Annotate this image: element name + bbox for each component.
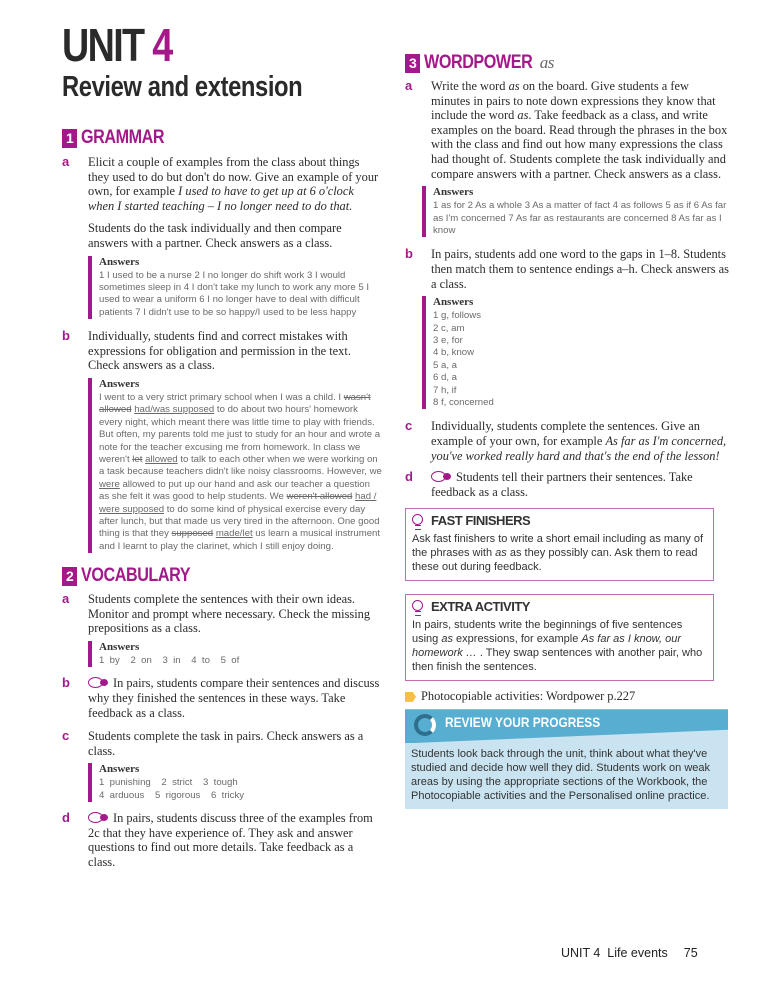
section-number: 3 <box>405 54 420 73</box>
box-example: As far as I know, our homework … <box>412 633 682 660</box>
unit-word: UNIT <box>62 19 144 71</box>
answer-item: 7 h, if <box>433 384 457 396</box>
struck-text: supposed <box>171 528 214 540</box>
speaking-icon <box>88 812 110 823</box>
answer-text: allowed to put up our hand and ask our teacher a question as she felt it was good to help students. We <box>99 478 370 503</box>
item-text: In pairs, students discuss three of the examples from 2c that they have experience of. They ask and answer questions to find out more details. Take feedback as a class. <box>88 811 373 869</box>
item-letter: d <box>405 469 413 485</box>
section-title: WORDPOWER <box>424 52 533 73</box>
correction-text: were <box>99 478 120 490</box>
item-text: Individually, students find and correct mistakes with expressions for obligation and permission in the text. Check answers as a class. <box>88 329 351 373</box>
item-word: as <box>517 108 529 123</box>
lightbulb-icon <box>412 600 424 615</box>
item-example: As far as I'm concerned, you've worked really hard and that's the end of the lesson! <box>431 434 727 463</box>
left-column <box>62 127 382 870</box>
correction-text: made/let <box>215 528 253 540</box>
lightbulb-icon <box>412 514 424 529</box>
speaking-icon <box>431 471 453 482</box>
section-title: GRAMMAR <box>81 127 165 148</box>
item-word: as <box>508 79 520 93</box>
item-text: In pairs, students compare their sentences and discuss why they finished the sentences in these ways. Take feedback as a class. <box>88 676 380 720</box>
answers-text: 1 I used to be a nurse 2 I no longer do shift work 3 I would sometimes sleep in 4 I don't take my lunch to work any more 5 I used to wear a uniform 6 I no longer have to deal with difficult patients 7 I didn't use to be so happy/I used to be less happy <box>99 269 370 318</box>
item-letter: a <box>405 78 413 93</box>
right-column <box>405 52 730 809</box>
unit-number: 4 <box>152 19 172 71</box>
section-wordpower-heading <box>405 52 730 74</box>
answers-line: 1 punishing 2 strict 3 tough <box>99 777 238 789</box>
item-letter: a <box>62 154 70 169</box>
vocabulary-item-c <box>62 729 382 758</box>
section-title: VOCABULARY <box>81 565 191 587</box>
unit-title <box>62 19 172 71</box>
section-number: 2 <box>62 567 77 586</box>
section-word: as <box>539 53 554 72</box>
struck-text: let <box>132 454 143 465</box>
tag-icon <box>405 692 416 702</box>
box-title: FAST FINISHERS <box>431 513 531 529</box>
footer-label: UNIT 4 Life events <box>561 946 668 960</box>
item-text: Students complete the task in pairs. Check answers as a class. <box>88 729 364 758</box>
review-progress-box <box>405 709 728 809</box>
wordpower-item-c <box>405 419 730 463</box>
answer-item: 1 g, follows <box>433 310 481 322</box>
page-subtitle: Review and extension <box>62 71 303 103</box>
item-example: I used to have to get up at 6 o'clock when I started teaching – I no longer need to do that. <box>88 184 354 213</box>
box-text: . They swap sentences with another pair, who then finish the sentences. <box>412 647 703 674</box>
vocabulary-c-answers <box>88 763 382 802</box>
answers-heading: Answers <box>99 641 140 654</box>
correction-text: had/was supposed <box>134 404 215 416</box>
extra-activity-box <box>405 594 714 681</box>
photocopiable-text: Photocopiable activities: Wordpower p.227 <box>421 689 636 704</box>
grammar-a-followup: Students do the task individually and then compare answers with a partner. Check answers as a class. <box>88 221 342 250</box>
item-text: Individually, students complete the sentences. Give an example of your own, for example <box>431 419 700 448</box>
vocabulary-item-a <box>62 592 382 636</box>
review-title: REVIEW YOUR PROGRESS <box>445 714 601 731</box>
item-letter: b <box>405 246 413 262</box>
wordpower-item-d <box>405 470 730 499</box>
item-letter: a <box>62 591 70 607</box>
page-footer <box>561 946 698 961</box>
answer-item: 3 e, for <box>433 334 463 346</box>
box-text: In pairs, students write the beginnings of five sentences using <box>412 619 683 646</box>
box-title: EXTRA ACTIVITY <box>431 599 530 615</box>
page-number: 75 <box>683 946 698 960</box>
item-letter: b <box>62 328 70 344</box>
wordpower-a-answers <box>422 186 730 237</box>
answers-heading: Answers <box>99 377 140 390</box>
answer-item: 4 b, know <box>433 347 475 359</box>
box-word: as <box>441 633 453 646</box>
item-text: Students tell their partners their sentences. Take feedback as a class. <box>431 470 693 499</box>
grammar-item-a <box>62 155 382 213</box>
answers-heading: Answers <box>433 186 474 199</box>
item-text: . Take feedback as a class, and write examples on the board. Read through the phrases in the box with the class and find out how many expressions the class had thought of. Students complete the task individually and compare answers with a partner. Check answers as a class. <box>431 108 728 181</box>
answers-heading: Answers <box>99 763 140 776</box>
item-text: In pairs, students add one word to the gaps in 1–8. Students then match them to sentence endings a–h. Check answers as a class. <box>431 247 729 291</box>
item-letter: c <box>405 418 413 434</box>
answers-text: 1 as for 2 As a whole 3 As a matter of fact 4 as follows 5 as if 6 As far as I'm concerned 7 As far as restaurants are concerned 8 As far as I know <box>433 200 727 236</box>
section-grammar-heading <box>62 127 382 149</box>
item-letter: b <box>62 675 70 691</box>
answer-text: to do about two hours' homework every night, which meant there was little time to play with friends. But often, my parents told me just to study for an hour and wrote a note for the teacher excusing me from homework. In class we weren't <box>99 404 381 465</box>
photocopiable-reference <box>405 689 730 704</box>
wordpower-b-answers <box>422 296 730 409</box>
corrected-text <box>99 392 382 553</box>
speaking-icon <box>88 677 110 688</box>
box-text: Ask fast finishers to write a short email including as many of the phrases with <box>412 533 704 560</box>
answer-text: to talk to each other when we were working on a task because teachers didn't like noisy classrooms. However, we <box>99 454 382 478</box>
box-word: as <box>495 547 507 560</box>
answer-text: I went to a very strict primary school when I was a child. I <box>99 391 344 403</box>
box-text: expressions, for example <box>452 633 582 646</box>
review-text: Students look back through the unit, think about what they've studied and decide how well they did. Students work on weak areas by using the appropriate sections of the Workbook, the Photocopiable activities and the Personalised online practice. <box>411 748 711 803</box>
answer-text: us learn a musical instrument and I learnt to play the clarinet, which I still enjoy doing. <box>99 528 381 552</box>
section-number: 1 <box>62 129 77 148</box>
answer-item: 8 f, concerned <box>433 397 494 408</box>
answer-item: 6 d, a <box>433 372 458 384</box>
struck-text: wasn't allowed <box>99 391 371 416</box>
item-text: on the board. Give students a few minutes in pairs to note down expressions they know that include the word <box>431 79 716 123</box>
item-letter: c <box>62 728 70 744</box>
vocabulary-item-d <box>62 811 382 869</box>
item-text: Elicit a couple of examples from the class about things they used to do but don't do now. Give an example of your own, for example <box>88 155 379 199</box>
vocabulary-item-b <box>62 676 382 720</box>
item-text: Write the word <box>431 79 509 93</box>
grammar-a-answers <box>88 256 382 320</box>
struck-text: weren't allowed <box>286 491 353 503</box>
correction-text: had / were supposed <box>99 491 377 515</box>
answer-item: 5 a, a <box>433 359 458 371</box>
grammar-item-b <box>62 329 382 373</box>
wordpower-item-b <box>405 247 730 291</box>
answer-item: 2 c, am <box>433 322 465 334</box>
item-letter: d <box>62 810 70 826</box>
vocabulary-a-answers <box>88 641 382 667</box>
answers-heading: Answers <box>433 296 474 309</box>
item-text: Students complete the sentences with their own ideas. Monitor and prompt where necessary. Check the missing prepositions as a class. <box>88 592 371 636</box>
section-vocabulary-heading <box>62 565 382 587</box>
grammar-b-answers <box>88 378 382 553</box>
answer-text: to do some kind of physical exercise every day after lunch, but that made us very tired in the afternoon. One good thing is that they <box>99 503 380 540</box>
wordpower-item-a <box>405 79 730 181</box>
answers-line: 4 arduous 5 rigorous 6 tricky <box>99 789 245 801</box>
answers-text: 1 by 2 on 3 in 4 to 5 of <box>99 655 240 667</box>
correction-text: allowed <box>145 454 178 465</box>
fast-finishers-box <box>405 508 714 581</box>
box-text: as they possibly can. Ask them to read these out during feedback. <box>412 547 698 574</box>
answers-heading: Answers <box>99 255 140 268</box>
